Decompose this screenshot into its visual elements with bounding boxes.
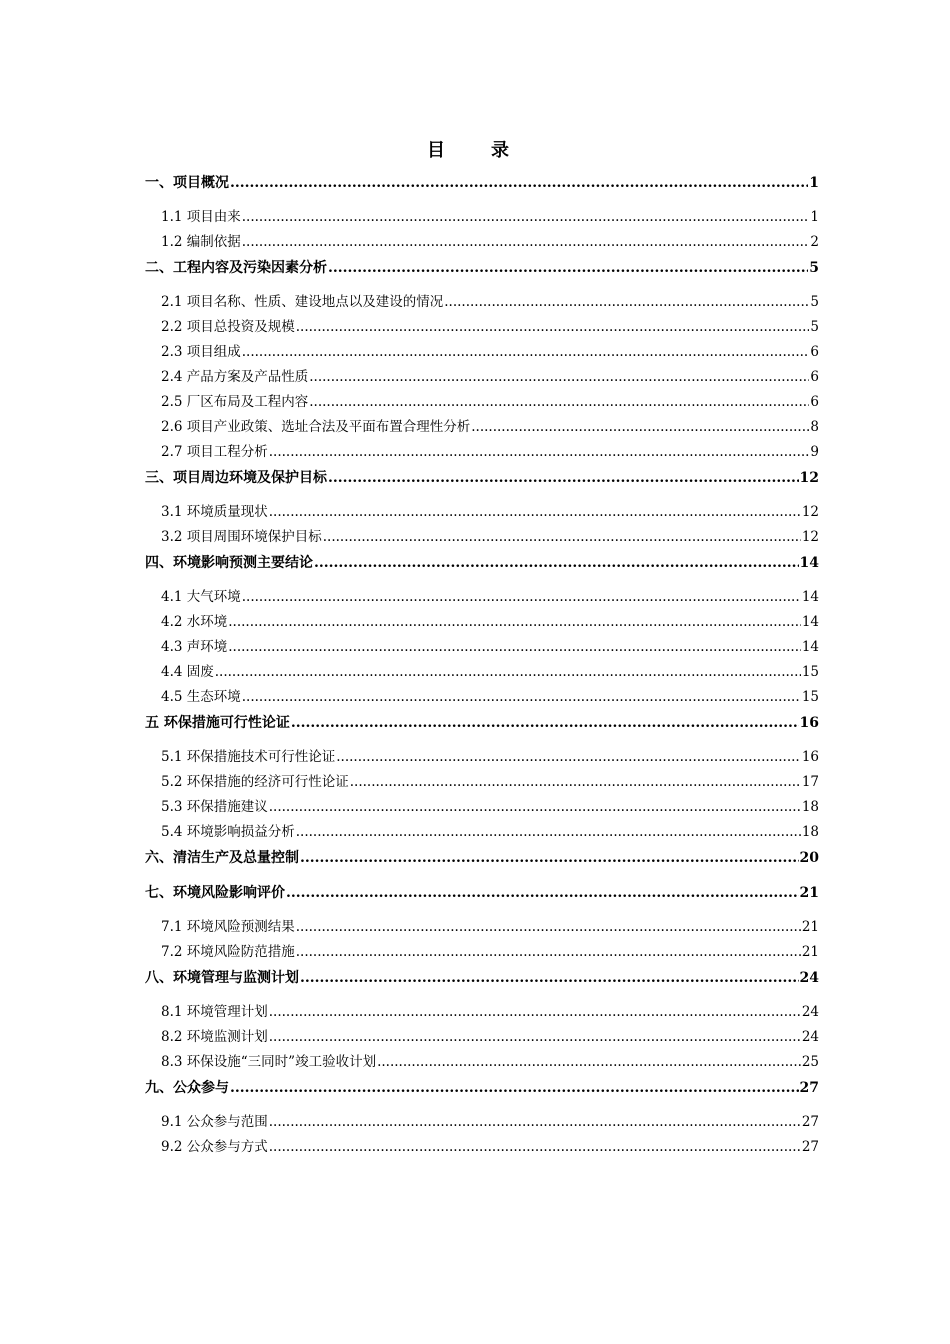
toc-entry-label: 8.1 环境管理计划 xyxy=(161,1004,268,1020)
toc-page-number: 17 xyxy=(801,774,819,790)
toc-dot-leader xyxy=(230,171,808,195)
toc-entry-label: 2.6 项目产业政策、选址合法及平面布置合理性分析 xyxy=(161,419,471,435)
toc-dot-leader xyxy=(444,290,809,315)
toc-section-entry[interactable] xyxy=(145,390,819,415)
toc-section-entry[interactable] xyxy=(145,915,819,940)
toc-entry-label: 4.4 固废 xyxy=(161,664,214,680)
toc-page-number: 25 xyxy=(801,1054,819,1070)
toc-page-number: 5 xyxy=(809,260,819,276)
toc-dot-leader xyxy=(242,685,801,710)
toc-section-entry[interactable] xyxy=(145,820,819,845)
toc-entry-label: 3.1 环境质量现状 xyxy=(161,504,268,520)
toc-page-number: 15 xyxy=(801,664,819,680)
toc-dot-leader xyxy=(309,390,809,415)
toc-page-number: 27 xyxy=(801,1139,819,1155)
toc-entry-label: 一、项目概况 xyxy=(145,175,229,191)
toc-dot-leader xyxy=(296,820,801,845)
toc-dot-leader xyxy=(228,610,801,635)
toc-section-entry[interactable] xyxy=(145,610,819,635)
toc-dot-leader xyxy=(286,881,799,905)
toc-entry-label: 2.7 项目工程分析 xyxy=(161,444,268,460)
toc-page-number: 18 xyxy=(801,824,819,840)
toc-page-number: 20 xyxy=(799,850,819,866)
toc-page-number: 14 xyxy=(801,614,819,630)
toc-dot-leader xyxy=(291,711,799,735)
toc-entry-label: 9.2 公众参与方式 xyxy=(161,1139,268,1155)
toc-page-number: 24 xyxy=(799,970,819,986)
toc-entry-label: 七、环境风险影响评价 xyxy=(145,885,285,901)
toc-entry-label: 3.2 项目周围环境保护目标 xyxy=(161,529,322,545)
toc-entry-label: 5.2 环保措施的经济可行性论证 xyxy=(161,774,349,790)
toc-section-entry[interactable] xyxy=(145,525,819,550)
toc-entry-label: 4.3 声环境 xyxy=(161,639,228,655)
toc-section-entry[interactable] xyxy=(145,1025,819,1050)
toc-section-entry[interactable] xyxy=(145,1000,819,1025)
toc-entry-label: 五 环保措施可行性论证 xyxy=(145,715,290,731)
toc-section-entry[interactable] xyxy=(145,770,819,795)
toc-page-number: 12 xyxy=(801,504,819,520)
table-of-contents xyxy=(145,170,819,1160)
toc-page-number: 14 xyxy=(801,589,819,605)
toc-entry-label: 2.1 项目名称、性质、建设地点以及建设的情况 xyxy=(161,294,444,310)
toc-chapter-entry[interactable] xyxy=(145,550,819,585)
toc-chapter-entry[interactable] xyxy=(145,880,819,915)
toc-section-entry[interactable] xyxy=(145,290,819,315)
toc-page-number: 5 xyxy=(810,319,819,335)
toc-dot-leader xyxy=(336,745,801,770)
toc-dot-leader xyxy=(377,1050,801,1075)
toc-entry-label: 六、清洁生产及总量控制 xyxy=(145,850,299,866)
toc-dot-leader xyxy=(296,940,801,965)
toc-section-entry[interactable] xyxy=(145,205,819,230)
toc-dot-leader xyxy=(296,915,801,940)
toc-section-entry[interactable] xyxy=(145,795,819,820)
toc-dot-leader xyxy=(314,551,799,575)
toc-page-number: 24 xyxy=(801,1004,819,1020)
toc-dot-leader xyxy=(328,466,799,490)
toc-page-number: 5 xyxy=(810,294,819,310)
toc-dot-leader xyxy=(296,315,810,340)
toc-chapter-entry[interactable] xyxy=(145,845,819,880)
toc-page-number: 6 xyxy=(810,394,819,410)
toc-page-number: 12 xyxy=(799,470,819,486)
toc-dot-leader xyxy=(300,846,799,870)
toc-page-number: 14 xyxy=(801,639,819,655)
toc-section-entry[interactable] xyxy=(145,685,819,710)
toc-chapter-entry[interactable] xyxy=(145,1075,819,1110)
toc-page-number: 1 xyxy=(810,209,819,225)
toc-page-number: 9 xyxy=(810,444,819,460)
toc-page-number: 18 xyxy=(801,799,819,815)
toc-dot-leader xyxy=(269,1135,801,1160)
toc-entry-label: 二、工程内容及污染因素分析 xyxy=(145,260,327,276)
toc-entry-label: 2.2 项目总投资及规模 xyxy=(161,319,295,335)
toc-section-entry[interactable] xyxy=(145,585,819,610)
toc-dot-leader xyxy=(328,256,808,280)
toc-entry-label: 7.1 环境风险预测结果 xyxy=(161,919,295,935)
toc-title: 目 录 xyxy=(427,140,523,161)
toc-dot-leader xyxy=(269,1025,801,1050)
toc-chapter-entry[interactable] xyxy=(145,965,819,1000)
toc-entry-label: 5.3 环保措施建议 xyxy=(161,799,268,815)
toc-dot-leader xyxy=(242,585,801,610)
toc-section-entry[interactable] xyxy=(145,660,819,685)
toc-entry-label: 四、环境影响预测主要结论 xyxy=(145,555,313,571)
toc-entry-label: 4.1 大气环境 xyxy=(161,589,241,605)
toc-entry-label: 7.2 环境风险防范措施 xyxy=(161,944,295,960)
toc-page-number: 16 xyxy=(801,749,819,765)
toc-section-entry[interactable] xyxy=(145,440,819,465)
toc-entry-label: 4.2 水环境 xyxy=(161,614,228,630)
toc-dot-leader xyxy=(269,1000,801,1025)
toc-dot-leader xyxy=(323,525,801,550)
toc-dot-leader xyxy=(242,340,810,365)
toc-page-number: 14 xyxy=(799,555,819,571)
toc-section-entry[interactable] xyxy=(145,340,819,365)
toc-section-entry[interactable] xyxy=(145,745,819,770)
toc-dot-leader xyxy=(309,365,809,390)
toc-section-entry[interactable] xyxy=(145,1050,819,1075)
toc-page-number: 6 xyxy=(810,344,819,360)
toc-page-number: 21 xyxy=(801,944,819,960)
toc-entry-label: 8.2 环境监测计划 xyxy=(161,1029,268,1045)
toc-chapter-entry[interactable] xyxy=(145,710,819,745)
toc-chapter-entry[interactable] xyxy=(145,465,819,500)
toc-page-number: 27 xyxy=(801,1114,819,1130)
toc-section-entry[interactable] xyxy=(145,1135,819,1160)
toc-chapter-entry[interactable] xyxy=(145,255,819,290)
toc-entry-label: 2.3 项目组成 xyxy=(161,344,241,360)
toc-entry-label: 三、项目周边环境及保护目标 xyxy=(145,470,327,486)
toc-entry-label: 5.4 环境影响损益分析 xyxy=(161,824,295,840)
toc-page-number: 12 xyxy=(801,529,819,545)
toc-dot-leader xyxy=(230,1076,799,1100)
toc-section-entry[interactable] xyxy=(145,230,819,255)
toc-entry-label: 9.1 公众参与范围 xyxy=(161,1114,268,1130)
toc-page-number: 24 xyxy=(801,1029,819,1045)
toc-dot-leader xyxy=(215,660,801,685)
toc-page-number: 21 xyxy=(799,885,819,901)
toc-section-entry[interactable] xyxy=(145,500,819,525)
toc-page-number: 1 xyxy=(809,175,819,191)
toc-dot-leader xyxy=(269,795,801,820)
toc-entry-label: 8.3 环保设施“三同时”竣工验收计划 xyxy=(161,1054,377,1070)
toc-entry-label: 1.1 项目由来 xyxy=(161,209,241,225)
toc-entry-label: 1.2 编制依据 xyxy=(161,234,241,250)
toc-section-entry[interactable] xyxy=(145,315,819,340)
toc-dot-leader xyxy=(300,966,799,990)
toc-dot-leader xyxy=(350,770,801,795)
toc-entry-label: 5.1 环保措施技术可行性论证 xyxy=(161,749,336,765)
toc-dot-leader xyxy=(269,1110,801,1135)
toc-page-number: 8 xyxy=(810,419,819,435)
toc-page-number: 27 xyxy=(799,1080,819,1096)
toc-dot-leader xyxy=(269,500,801,525)
toc-entry-label: 九、公众参与 xyxy=(145,1080,229,1096)
toc-section-entry[interactable] xyxy=(145,365,819,390)
toc-page-number: 2 xyxy=(810,234,819,250)
toc-entry-label: 4.5 生态环境 xyxy=(161,689,241,705)
toc-dot-leader xyxy=(269,440,810,465)
toc-dot-leader xyxy=(228,635,801,660)
toc-page-number: 15 xyxy=(801,689,819,705)
toc-chapter-entry[interactable] xyxy=(145,170,819,205)
toc-section-entry[interactable] xyxy=(145,415,819,440)
toc-dot-leader xyxy=(471,415,809,440)
toc-page-number: 16 xyxy=(799,715,819,731)
toc-section-entry[interactable] xyxy=(145,635,819,660)
toc-page-number: 6 xyxy=(810,369,819,385)
toc-section-entry[interactable] xyxy=(145,940,819,965)
toc-dot-leader xyxy=(242,230,810,255)
toc-entry-label: 八、环境管理与监测计划 xyxy=(145,970,299,986)
toc-section-entry[interactable] xyxy=(145,1110,819,1135)
toc-entry-label: 2.5 厂区布局及工程内容 xyxy=(161,394,309,410)
toc-dot-leader xyxy=(242,205,810,230)
toc-entry-label: 2.4 产品方案及产品性质 xyxy=(161,369,309,385)
toc-page-number: 21 xyxy=(801,919,819,935)
